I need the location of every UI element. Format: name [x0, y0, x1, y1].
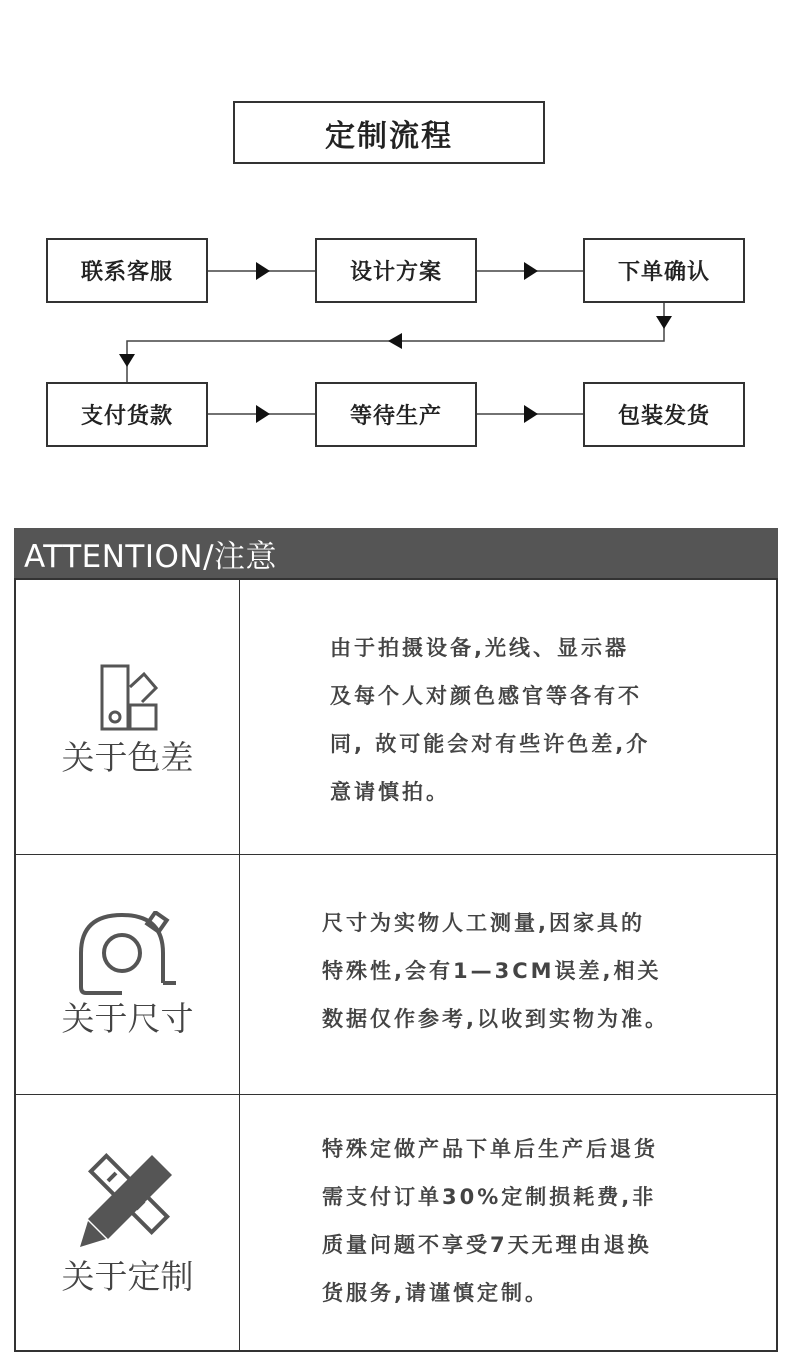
arrow-right-icon [524, 262, 538, 280]
label-size: 关于尺寸 [61, 999, 194, 1038]
tape-measure-icon [78, 911, 176, 997]
text-line: 数据仅作参考,以收到实物为准。 [322, 1007, 669, 1031]
step-contact-service: 联系客服 [46, 238, 208, 303]
text-line: 特殊定做产品下单后生产后退货 [322, 1137, 658, 1161]
text-line: 同, 故可能会对有些许色差,介 [330, 732, 651, 756]
attention-row-size [16, 854, 776, 1094]
attention-row-custom [16, 1094, 776, 1352]
text-line: 及每个人对颜色感官等各有不 [330, 684, 642, 708]
process-flow [0, 0, 790, 480]
label-color-difference: 关于色差 [61, 738, 194, 777]
arrow-down-icon [656, 316, 672, 329]
text-line: 特殊性,会有1—3CM误差,相关 [322, 959, 662, 983]
attention-table [14, 578, 778, 1352]
color-swatch-icon [100, 662, 158, 732]
label-customization: 关于定制 [61, 1257, 194, 1296]
step-shipping: 包装发货 [583, 382, 745, 447]
arrow-right-icon [524, 405, 538, 423]
attention-header: ATTENTION/注意 [14, 528, 778, 578]
text-line: 意请慎拍。 [330, 780, 450, 804]
row-label-cell [16, 1095, 240, 1352]
text-line: 质量问题不享受7天无理由退换 [322, 1233, 652, 1257]
arrow-right-icon [256, 262, 270, 280]
text-line: 由于拍摄设备,光线、显示器 [330, 636, 629, 660]
page-title: 定制流程 [233, 101, 545, 164]
text-line: 需支付订单30%定制损耗费,非 [322, 1185, 657, 1209]
arrow-left-icon [388, 333, 402, 349]
row-label-cell [16, 580, 240, 854]
step-payment: 支付货款 [46, 382, 208, 447]
pencil-ruler-icon [78, 1151, 178, 1251]
custom-notice-text [322, 1125, 658, 1317]
flow-arrows [0, 0, 790, 480]
step-production: 等待生产 [315, 382, 477, 447]
arrow-down-icon [119, 354, 135, 367]
step-design-plan: 设计方案 [315, 238, 477, 303]
color-notice-text [330, 624, 650, 816]
arrow-right-icon [256, 405, 270, 423]
text-line: 货服务,请谨慎定制。 [322, 1281, 549, 1305]
step-order-confirm: 下单确认 [583, 238, 745, 303]
size-notice-text [322, 899, 669, 1043]
row-label-cell [16, 855, 240, 1094]
text-line: 尺寸为实物人工测量,因家具的 [322, 911, 645, 935]
attention-row-color [16, 578, 776, 854]
